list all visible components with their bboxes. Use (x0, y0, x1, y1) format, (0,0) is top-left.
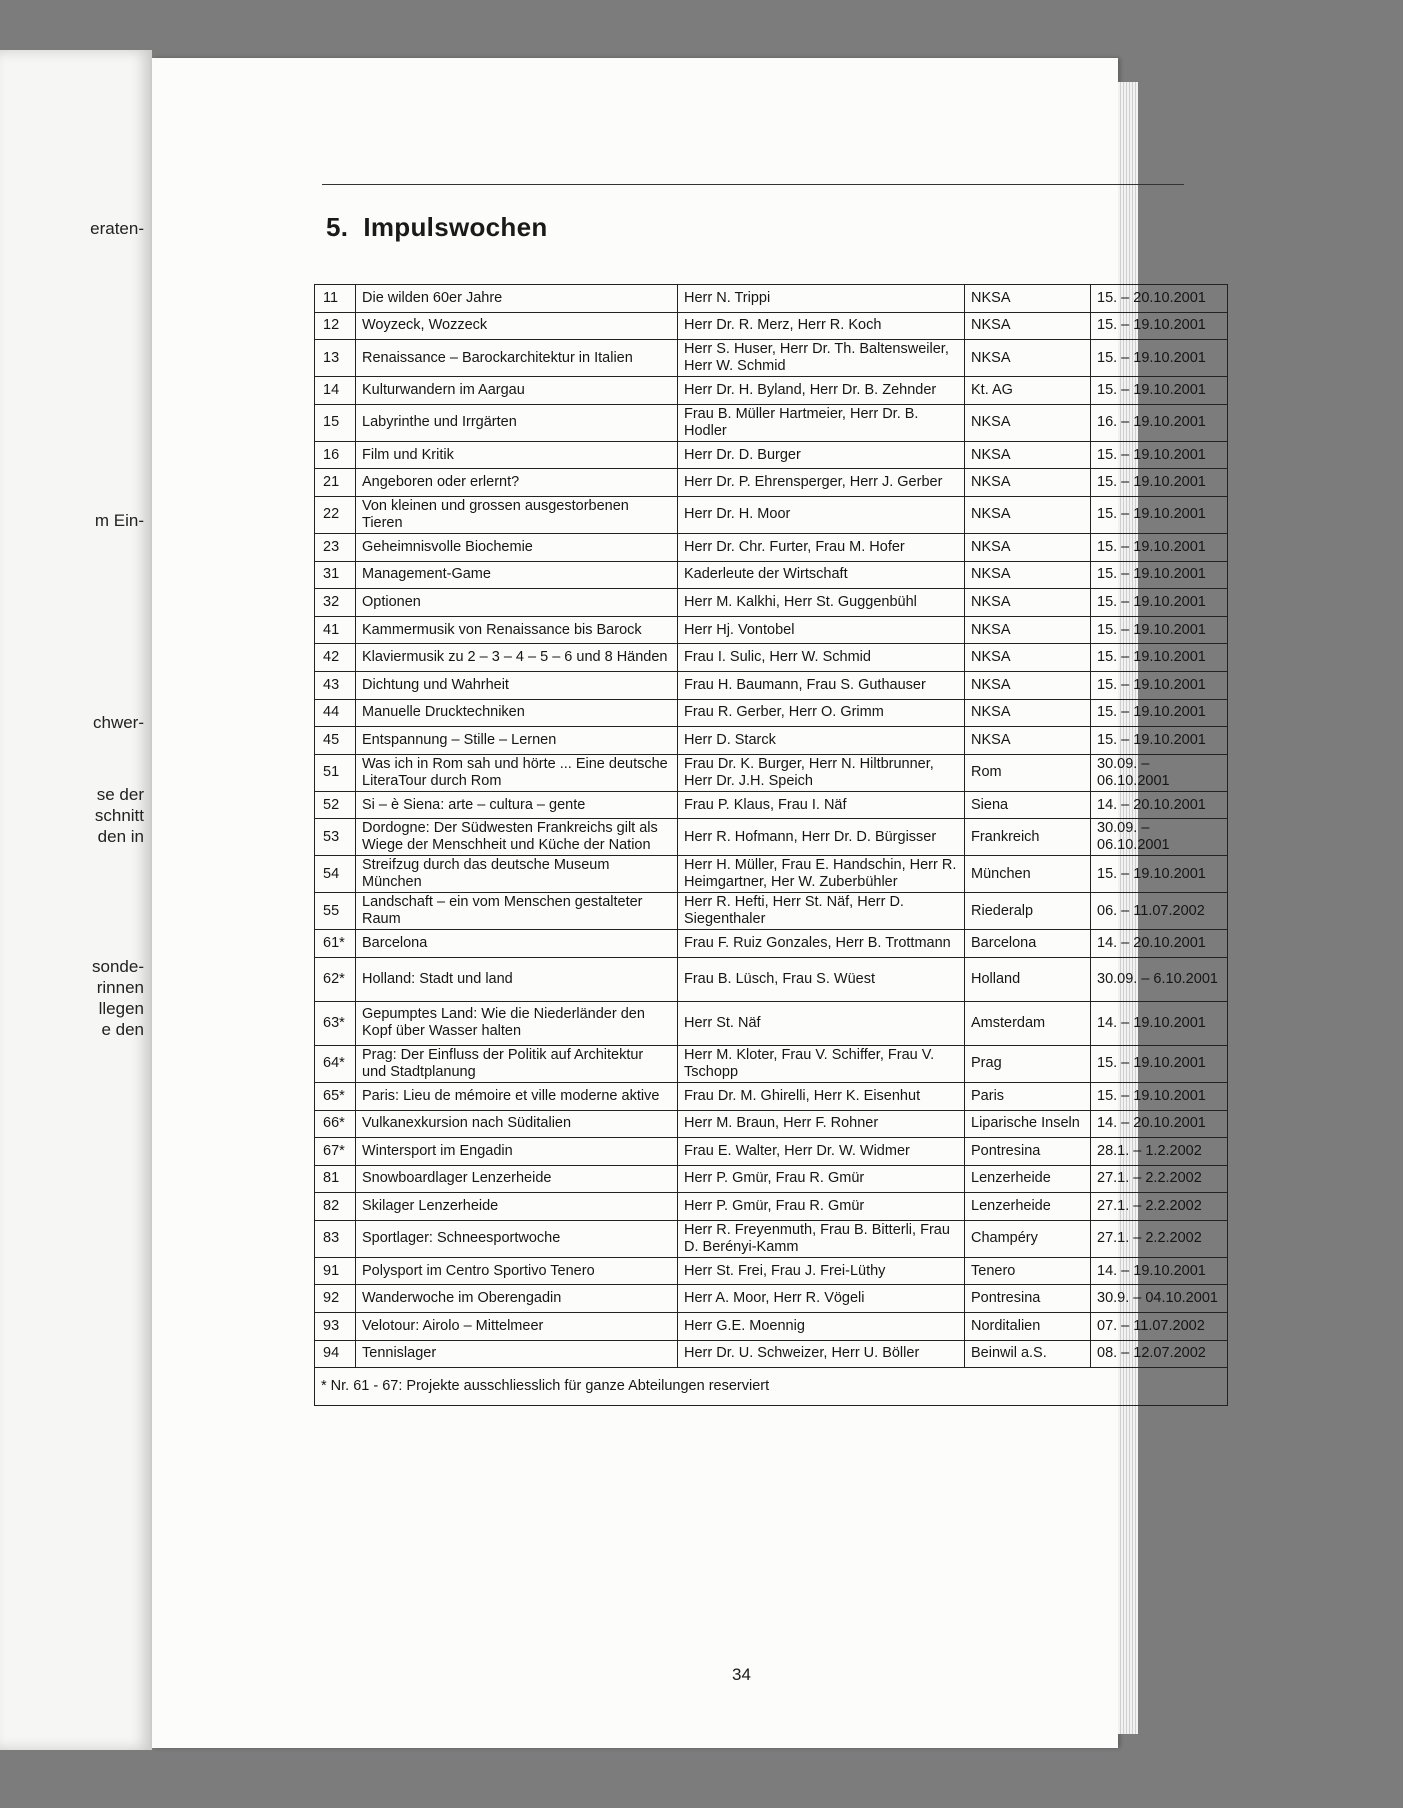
project-number-cell: 45 (315, 727, 356, 755)
project-date-cell: 14. – 19.10.2001 (1091, 1001, 1228, 1045)
project-title-cell: Dichtung und Wahrheit (356, 671, 678, 699)
project-leaders-cell: Herr R. Freyenmuth, Frau B. Bitterli, Frau D. Berényi-Kamm (678, 1220, 965, 1257)
left-page-text: chwer- (92, 713, 144, 732)
project-title-cell: Wintersport im Engadin (356, 1138, 678, 1166)
project-date-cell: 07. – 11.07.2002 (1091, 1313, 1228, 1341)
project-place-cell: NKSA (965, 340, 1091, 377)
project-number-cell: 63* (315, 1001, 356, 1045)
table-row (315, 819, 1228, 856)
project-place-cell: Tenero (965, 1257, 1091, 1285)
table-row (315, 561, 1228, 589)
project-date-cell: 27.1. – 2.2.2002 (1091, 1193, 1228, 1221)
table-row (315, 1340, 1228, 1368)
project-place-cell: Barcelona (965, 930, 1091, 958)
project-leaders-cell: Frau F. Ruiz Gonzales, Herr B. Trottmann (678, 930, 965, 958)
table-row (315, 930, 1228, 958)
project-title-cell: Manuelle Drucktechniken (356, 699, 678, 727)
project-title-cell: Holland: Stadt und land (356, 957, 678, 1001)
project-place-cell: NKSA (965, 616, 1091, 644)
project-number-cell: 22 (315, 496, 356, 533)
project-place-cell: Norditalien (965, 1313, 1091, 1341)
left-page-text: e den (101, 1020, 144, 1039)
project-number-cell: 65* (315, 1082, 356, 1110)
project-number-cell: 67* (315, 1138, 356, 1166)
project-title-cell: Film und Kritik (356, 441, 678, 469)
project-number-cell: 66* (315, 1110, 356, 1138)
project-number-cell: 94 (315, 1340, 356, 1368)
project-number-cell: 55 (315, 893, 356, 930)
project-date-cell: 15. – 19.10.2001 (1091, 340, 1228, 377)
project-number-cell: 51 (315, 754, 356, 791)
table-row (315, 1045, 1228, 1082)
section-title: Impulswochen (363, 212, 548, 242)
project-date-cell: 28.1. – 1.2.2002 (1091, 1138, 1228, 1166)
project-number-cell: 54 (315, 856, 356, 893)
project-title-cell: Von kleinen und grossen ausgestorbenen Tieren (356, 496, 678, 533)
left-page-text: m Ein- (94, 511, 144, 530)
project-place-cell: NKSA (965, 644, 1091, 672)
project-date-cell: 08. – 12.07.2002 (1091, 1340, 1228, 1368)
project-number-cell: 14 (315, 377, 356, 405)
table-row (315, 1110, 1228, 1138)
project-date-cell: 15. – 19.10.2001 (1091, 727, 1228, 755)
left-page-text: llegen (98, 999, 144, 1018)
project-number-cell: 11 (315, 285, 356, 313)
project-title-cell: Streifzug durch das deutsche Museum München (356, 856, 678, 893)
project-place-cell: Rom (965, 754, 1091, 791)
project-number-cell: 43 (315, 671, 356, 699)
project-leaders-cell: Herr Dr. P. Ehrensperger, Herr J. Gerber (678, 469, 965, 497)
table-row (315, 1193, 1228, 1221)
project-date-cell: 27.1. – 2.2.2002 (1091, 1165, 1228, 1193)
project-title-cell: Klaviermusik zu 2 – 3 – 4 – 5 – 6 und 8 Händen (356, 644, 678, 672)
table-row (315, 791, 1228, 819)
project-leaders-cell: Herr P. Gmür, Frau R. Gmür (678, 1193, 965, 1221)
project-date-cell: 14. – 19.10.2001 (1091, 1257, 1228, 1285)
project-number-cell: 13 (315, 340, 356, 377)
project-title-cell: Optionen (356, 589, 678, 617)
project-leaders-cell: Herr Dr. R. Merz, Herr R. Koch (678, 312, 965, 340)
project-title-cell: Renaissance – Barockarchitektur in Italien (356, 340, 678, 377)
table-row (315, 377, 1228, 405)
project-leaders-cell: Herr Dr. H. Moor (678, 496, 965, 533)
project-place-cell: NKSA (965, 589, 1091, 617)
project-leaders-cell: Frau Dr. M. Ghirelli, Herr K. Eisenhut (678, 1082, 965, 1110)
project-title-cell: Die wilden 60er Jahre (356, 285, 678, 313)
project-title-cell: Kulturwandern im Aargau (356, 377, 678, 405)
project-date-cell: 14. – 20.10.2001 (1091, 1110, 1228, 1138)
project-number-cell: 83 (315, 1220, 356, 1257)
table-row (315, 1285, 1228, 1313)
table-row (315, 312, 1228, 340)
project-date-cell: 14. – 20.10.2001 (1091, 791, 1228, 819)
project-title-cell: Management-Game (356, 561, 678, 589)
table-row (315, 340, 1228, 377)
table-row (315, 1257, 1228, 1285)
project-place-cell: Champéry (965, 1220, 1091, 1257)
project-date-cell: 30.09. – 06.10.2001 (1091, 754, 1228, 791)
project-leaders-cell: Herr D. Starck (678, 727, 965, 755)
project-leaders-cell: Frau Dr. K. Burger, Herr N. Hiltbrunner, Herr Dr. J.H. Speich (678, 754, 965, 791)
project-leaders-cell: Herr P. Gmür, Frau R. Gmür (678, 1165, 965, 1193)
project-place-cell: NKSA (965, 285, 1091, 313)
project-date-cell: 15. – 19.10.2001 (1091, 671, 1228, 699)
project-leaders-cell: Frau R. Gerber, Herr O. Grimm (678, 699, 965, 727)
project-place-cell: Frankreich (965, 819, 1091, 856)
project-number-cell: 62* (315, 957, 356, 1001)
table-row (315, 856, 1228, 893)
project-place-cell: Paris (965, 1082, 1091, 1110)
project-number-cell: 15 (315, 404, 356, 441)
table-row (315, 644, 1228, 672)
project-date-cell: 30.9. – 04.10.2001 (1091, 1285, 1228, 1313)
project-title-cell: Dordogne: Der Südwesten Frankreichs gilt als Wiege der Menschheit und Küche der Nation (356, 819, 678, 856)
project-leaders-cell: Kaderleute der Wirtschaft (678, 561, 965, 589)
left-page (0, 50, 152, 1750)
project-number-cell: 52 (315, 791, 356, 819)
project-leaders-cell: Herr A. Moor, Herr R. Vögeli (678, 1285, 965, 1313)
table-row (315, 957, 1228, 1001)
table-row (315, 1165, 1228, 1193)
project-number-cell: 23 (315, 533, 356, 561)
project-date-cell: 14. – 20.10.2001 (1091, 930, 1228, 958)
project-number-cell: 93 (315, 1313, 356, 1341)
project-place-cell: Lenzerheide (965, 1193, 1091, 1221)
project-number-cell: 12 (315, 312, 356, 340)
project-title-cell: Polysport im Centro Sportivo Tenero (356, 1257, 678, 1285)
project-title-cell: Was ich in Rom sah und hörte ... Eine deutsche LiteraTour durch Rom (356, 754, 678, 791)
project-number-cell: 92 (315, 1285, 356, 1313)
project-title-cell: Paris: Lieu de mémoire et ville moderne aktive (356, 1082, 678, 1110)
project-place-cell: NKSA (965, 404, 1091, 441)
project-title-cell: Vulkanexkursion nach Süditalien (356, 1110, 678, 1138)
table-row (315, 699, 1228, 727)
project-place-cell: Lenzerheide (965, 1165, 1091, 1193)
project-leaders-cell: Herr M. Kalkhi, Herr St. Guggenbühl (678, 589, 965, 617)
project-leaders-cell: Herr R. Hofmann, Herr Dr. D. Bürgisser (678, 819, 965, 856)
project-leaders-cell: Herr St. Näf (678, 1001, 965, 1045)
project-number-cell: 42 (315, 644, 356, 672)
project-place-cell: NKSA (965, 496, 1091, 533)
project-date-cell: 15. – 19.10.2001 (1091, 533, 1228, 561)
project-leaders-cell: Frau E. Walter, Herr Dr. W. Widmer (678, 1138, 965, 1166)
table-row (315, 754, 1228, 791)
table-row (315, 469, 1228, 497)
project-number-cell: 21 (315, 469, 356, 497)
project-title-cell: Landschaft – ein vom Menschen gestalteter Raum (356, 893, 678, 930)
project-leaders-cell: Herr St. Frei, Frau J. Frei-Lüthy (678, 1257, 965, 1285)
table-row (315, 1220, 1228, 1257)
project-title-cell: Barcelona (356, 930, 678, 958)
project-place-cell: Prag (965, 1045, 1091, 1082)
project-place-cell: NKSA (965, 671, 1091, 699)
project-date-cell: 15. – 19.10.2001 (1091, 1045, 1228, 1082)
project-date-cell: 15. – 20.10.2001 (1091, 285, 1228, 313)
project-title-cell: Labyrinthe und Irrgärten (356, 404, 678, 441)
left-page-text: schnitt (94, 806, 144, 825)
project-title-cell: Si – è Siena: arte – cultura – gente (356, 791, 678, 819)
project-place-cell: NKSA (965, 469, 1091, 497)
left-page-text: den in (97, 827, 144, 846)
project-date-cell: 15. – 19.10.2001 (1091, 589, 1228, 617)
table-row (315, 589, 1228, 617)
project-title-cell: Wanderwoche im Oberengadin (356, 1285, 678, 1313)
project-date-cell: 15. – 19.10.2001 (1091, 377, 1228, 405)
project-place-cell: NKSA (965, 312, 1091, 340)
project-leaders-cell: Herr Dr. H. Byland, Herr Dr. B. Zehnder (678, 377, 965, 405)
project-leaders-cell: Frau I. Sulic, Herr W. Schmid (678, 644, 965, 672)
section-heading (326, 212, 548, 243)
project-date-cell: 15. – 19.10.2001 (1091, 469, 1228, 497)
table-row (315, 441, 1228, 469)
project-place-cell: Pontresina (965, 1285, 1091, 1313)
project-title-cell: Kammermusik von Renaissance bis Barock (356, 616, 678, 644)
project-leaders-cell: Frau H. Baumann, Frau S. Guthauser (678, 671, 965, 699)
project-place-cell: Liparische Inseln (965, 1110, 1091, 1138)
project-number-cell: 64* (315, 1045, 356, 1082)
left-page-text: se der (96, 785, 144, 804)
project-title-cell: Woyzeck, Wozzeck (356, 312, 678, 340)
project-number-cell: 91 (315, 1257, 356, 1285)
project-leaders-cell: Herr S. Huser, Herr Dr. Th. Baltensweiler, Herr W. Schmid (678, 340, 965, 377)
project-leaders-cell: Herr R. Hefti, Herr St. Näf, Herr D. Siegenthaler (678, 893, 965, 930)
project-leaders-cell: Herr H. Müller, Frau E. Handschin, Herr R. Heimgartner, Her W. Zuberbühler (678, 856, 965, 893)
project-leaders-cell: Frau B. Müller Hartmeier, Herr Dr. B. Hodler (678, 404, 965, 441)
table-row (315, 533, 1228, 561)
project-date-cell: 27.1. – 2.2.2002 (1091, 1220, 1228, 1257)
project-date-cell: 15. – 19.10.2001 (1091, 312, 1228, 340)
footnote-row (315, 1368, 1228, 1406)
table-footnote: * Nr. 61 - 67: Projekte ausschliesslich für ganze Abteilungen reserviert (315, 1368, 1228, 1406)
project-number-cell: 41 (315, 616, 356, 644)
table-row (315, 1001, 1228, 1045)
project-date-cell: 06. – 11.07.2002 (1091, 893, 1228, 930)
project-leaders-cell: Frau B. Lüsch, Frau S. Wüest (678, 957, 965, 1001)
left-page-text: eraten- (90, 219, 144, 238)
project-number-cell: 53 (315, 819, 356, 856)
project-place-cell: Siena (965, 791, 1091, 819)
project-number-cell: 61* (315, 930, 356, 958)
project-title-cell: Entspannung – Stille – Lernen (356, 727, 678, 755)
table-row (315, 1138, 1228, 1166)
project-title-cell: Gepumptes Land: Wie die Niederländer den Kopf über Wasser halten (356, 1001, 678, 1045)
project-place-cell: München (965, 856, 1091, 893)
table-row (315, 727, 1228, 755)
project-leaders-cell: Herr Hj. Vontobel (678, 616, 965, 644)
project-number-cell: 31 (315, 561, 356, 589)
project-date-cell: 15. – 19.10.2001 (1091, 561, 1228, 589)
left-page-text: rinnen (96, 978, 144, 997)
left-page-text: sonde- (92, 957, 144, 976)
table-row (315, 671, 1228, 699)
project-place-cell: Kt. AG (965, 377, 1091, 405)
project-place-cell: Beinwil a.S. (965, 1340, 1091, 1368)
project-leaders-cell: Herr N. Trippi (678, 285, 965, 313)
project-leaders-cell: Herr G.E. Moennig (678, 1313, 965, 1341)
header-rule (322, 184, 1184, 185)
table-body (315, 285, 1228, 1406)
project-place-cell: NKSA (965, 441, 1091, 469)
project-leaders-cell: Herr Dr. D. Burger (678, 441, 965, 469)
table-row (315, 496, 1228, 533)
project-date-cell: 15. – 19.10.2001 (1091, 856, 1228, 893)
project-date-cell: 30.09. – 6.10.2001 (1091, 957, 1228, 1001)
project-place-cell: NKSA (965, 561, 1091, 589)
table-row (315, 1313, 1228, 1341)
project-date-cell: 15. – 19.10.2001 (1091, 496, 1228, 533)
project-number-cell: 81 (315, 1165, 356, 1193)
project-title-cell: Velotour: Airolo – Mittelmeer (356, 1313, 678, 1341)
project-leaders-cell: Herr Dr. Chr. Furter, Frau M. Hofer (678, 533, 965, 561)
table-row (315, 893, 1228, 930)
project-title-cell: Snowboardlager Lenzerheide (356, 1165, 678, 1193)
page-number: 34 (732, 1665, 751, 1684)
project-leaders-cell: Herr M. Kloter, Frau V. Schiffer, Frau V. Tschopp (678, 1045, 965, 1082)
project-leaders-cell: Frau P. Klaus, Frau I. Näf (678, 791, 965, 819)
table-row (315, 1082, 1228, 1110)
table-row (315, 404, 1228, 441)
project-title-cell: Angeboren oder erlernt? (356, 469, 678, 497)
project-place-cell: Pontresina (965, 1138, 1091, 1166)
project-number-cell: 32 (315, 589, 356, 617)
project-date-cell: 16. – 19.10.2001 (1091, 404, 1228, 441)
project-place-cell: NKSA (965, 699, 1091, 727)
table-row (315, 285, 1228, 313)
project-place-cell: Amsterdam (965, 1001, 1091, 1045)
project-date-cell: 15. – 19.10.2001 (1091, 644, 1228, 672)
project-number-cell: 44 (315, 699, 356, 727)
project-date-cell: 15. – 19.10.2001 (1091, 1082, 1228, 1110)
project-place-cell: Riederalp (965, 893, 1091, 930)
project-title-cell: Sportlager: Schneesportwoche (356, 1220, 678, 1257)
project-title-cell: Tennislager (356, 1340, 678, 1368)
project-date-cell: 15. – 19.10.2001 (1091, 699, 1228, 727)
project-number-cell: 16 (315, 441, 356, 469)
project-title-cell: Skilager Lenzerheide (356, 1193, 678, 1221)
project-place-cell: NKSA (965, 727, 1091, 755)
project-title-cell: Prag: Der Einfluss der Politik auf Architektur und Stadtplanung (356, 1045, 678, 1082)
project-number-cell: 82 (315, 1193, 356, 1221)
project-place-cell: NKSA (965, 533, 1091, 561)
project-leaders-cell: Herr Dr. U. Schweizer, Herr U. Böller (678, 1340, 965, 1368)
impulswochen-table (314, 284, 1228, 1406)
table-row (315, 616, 1228, 644)
project-title-cell: Geheimnisvolle Biochemie (356, 533, 678, 561)
project-leaders-cell: Herr M. Braun, Herr F. Rohner (678, 1110, 965, 1138)
project-date-cell: 15. – 19.10.2001 (1091, 441, 1228, 469)
project-date-cell: 15. – 19.10.2001 (1091, 616, 1228, 644)
project-place-cell: Holland (965, 957, 1091, 1001)
section-number: 5. (326, 212, 349, 242)
project-date-cell: 30.09. – 06.10.2001 (1091, 819, 1228, 856)
